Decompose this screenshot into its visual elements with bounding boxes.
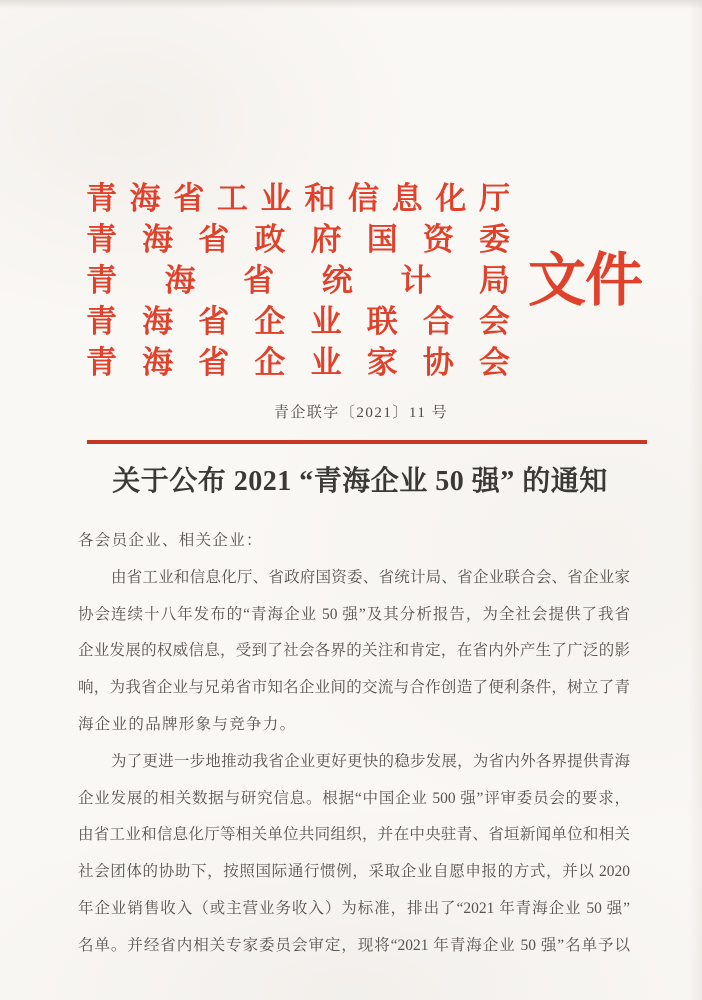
letterhead-agency-line: 青海省政府国资委: [86, 222, 510, 257]
document-number: 青企联字〔2021〕11 号: [273, 405, 449, 421]
body-line: 由省工业和信息化厅、省政府国资委、省统计局、省企业联合会、省企业家: [111, 568, 630, 586]
body-line: 社会团体的协助下，按照国际通行惯例，采取企业自愿申报的方式，并以 2020: [78, 863, 630, 881]
body-line: 企业发展的相关数据与研究信息。根据“中国企业 500 强”评审委员会的要求，: [78, 789, 630, 807]
body-line: 响，为我省企业与兄弟省市知名企业间的交流与合作创造了便利条件，树立了青: [78, 679, 630, 697]
body-line: 海企业的品牌形象与竞争力。: [78, 715, 297, 733]
red-divider: [87, 440, 647, 444]
body-line: 由省工业和信息化厅等相关单位共同组织，并在中央驻青、省垣新闻单位和相关: [78, 826, 630, 844]
notice-body: [78, 523, 630, 965]
letterhead-agency-line: 青海省统计局: [86, 263, 510, 298]
letterhead-doc-type: 文件: [528, 248, 643, 313]
body-line: 协会连续十八年发布的“青海企业 50 强”及其分析报告，为全社会提供了我省: [78, 605, 630, 623]
body-line: 年企业销售收入（或主营业务收入）为标准，排出了“2021 年青海企业 50 强”: [78, 899, 630, 917]
letterhead-agency-line: 青海省工业和信息化厅: [86, 181, 510, 216]
letterhead-agency-line: 青海省企业家协会: [86, 345, 510, 380]
body-line: 名单。并经省内相关专家委员会审定，现将“2021 年青海企业 50 强”名单予以: [78, 936, 630, 954]
body-line: 企业发展的权威信息，受到了社会各界的关注和肯定，在省内外产生了广泛的影: [78, 642, 630, 660]
letterhead-agency-line: 青海省企业联合会: [86, 304, 510, 339]
notice-title: 关于公布 2021 “青海企业 50 强” 的通知: [112, 466, 608, 497]
letterhead-agencies: [86, 178, 510, 383]
body-line: 为了更进一步地推动我省企业更好更快的稳步发展，为省内外各界提供青海: [111, 752, 630, 770]
body-line: 各会员企业、相关企业：: [78, 532, 263, 549]
